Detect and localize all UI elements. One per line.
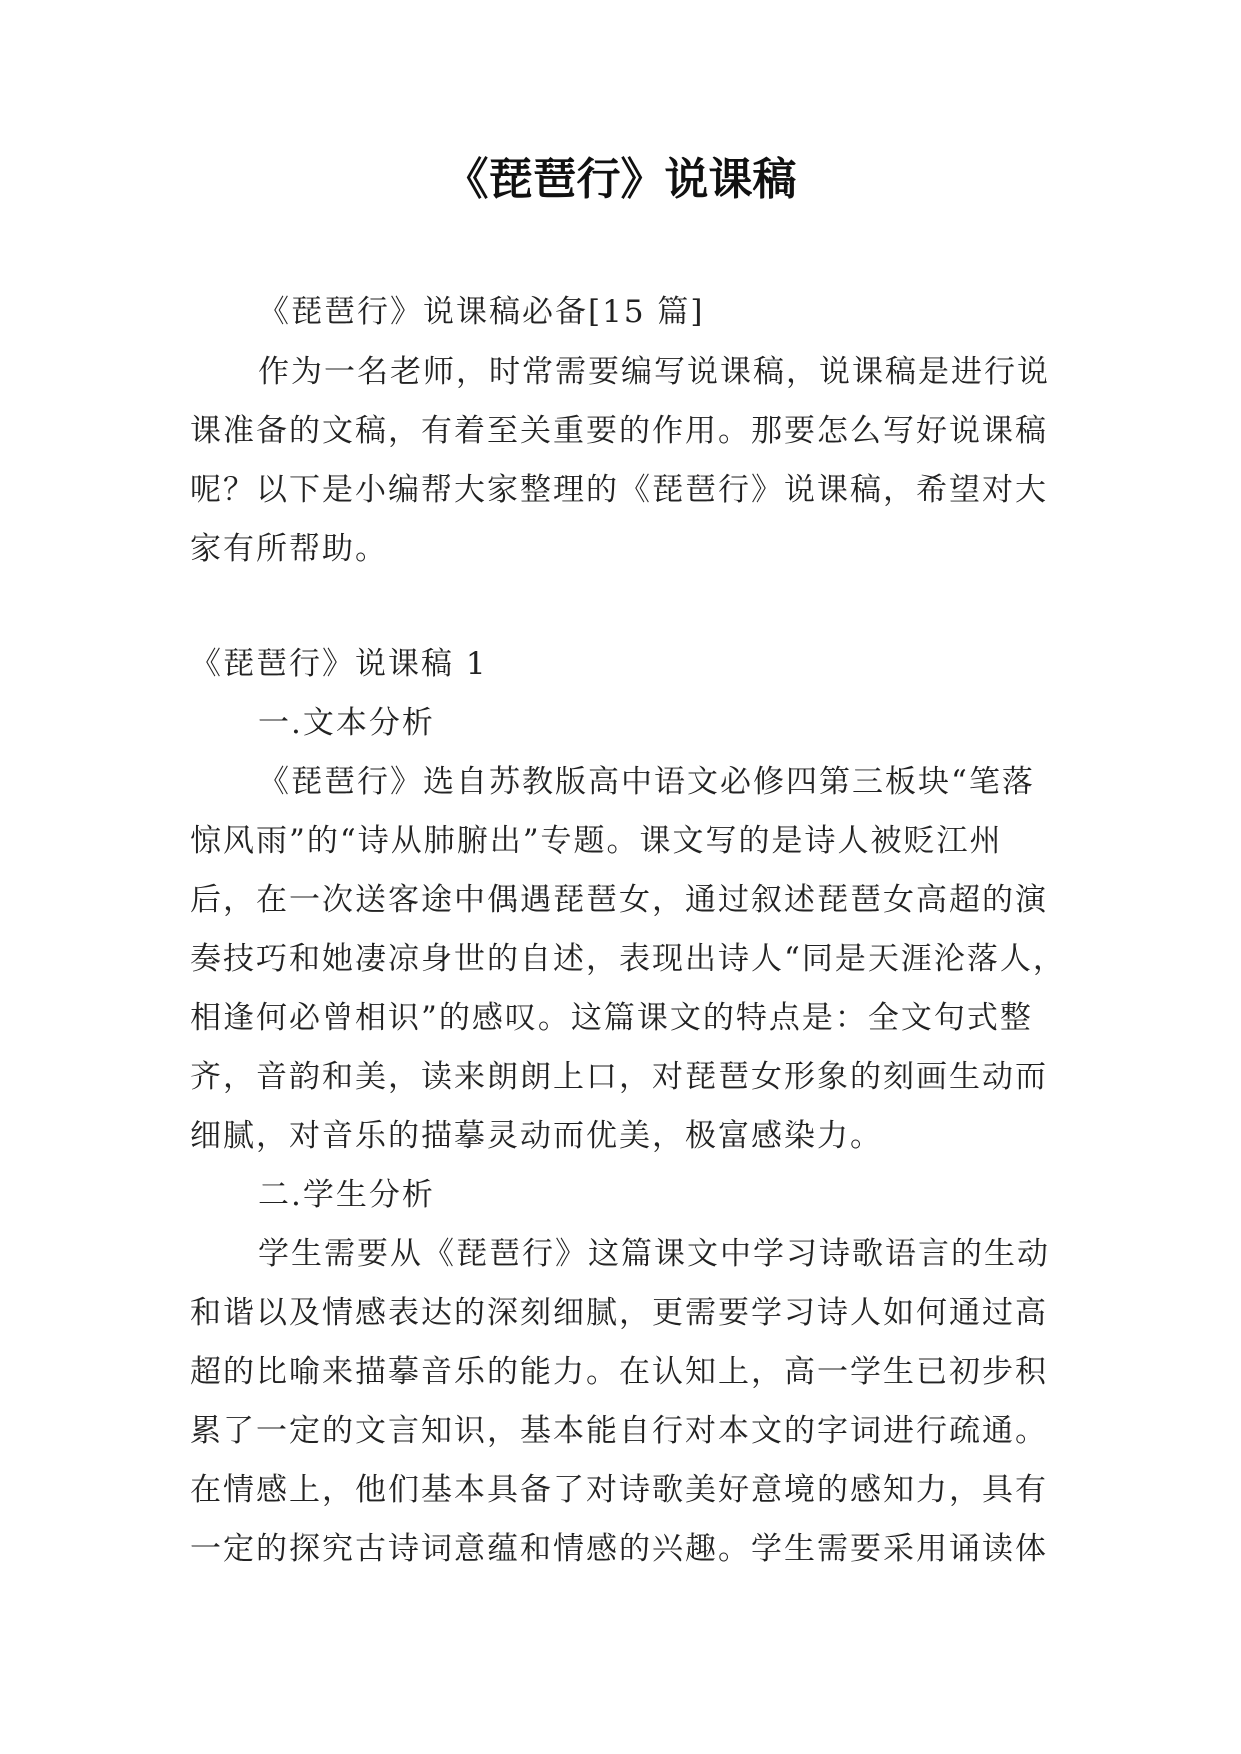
paragraph-line: 学生需要从《琵琶行》这篇课文中学习诗歌语言的生动 xyxy=(258,1236,1050,1272)
paragraph-line: 累了一定的文言知识，基本能自行对本文的字词进行疏通。 xyxy=(190,1413,1048,1449)
paragraph-line: 奏技巧和她凄凉身世的自述，表现出诗人“同是天涯沦落人， xyxy=(190,941,1066,977)
paragraph-line: 齐，音韵和美，读来朗朗上口，对琵琶女形象的刻画生动而 xyxy=(190,1059,1048,1095)
intro-line: 呢？以下是小编帮大家整理的《琵琶行》说课稿，希望对大 xyxy=(190,472,1048,508)
document-subtitle: 《琵琶行》说课稿必备[15 篇] xyxy=(258,294,705,330)
paragraph-line: 和谐以及情感表达的深刻细腻，更需要学习诗人如何通过高 xyxy=(190,1295,1048,1331)
paragraph-line: 后，在一次送客途中偶遇琵琶女，通过叙述琵琶女高超的演 xyxy=(190,882,1048,918)
paragraph-line: 超的比喻来描摹音乐的能力。在认知上，高一学生已初步积 xyxy=(190,1354,1048,1390)
paragraph-line: 相逢何必曾相识”的感叹。这篇课文的特点是：全文句式整 xyxy=(190,1000,1033,1036)
intro-line: 家有所帮助。 xyxy=(190,531,388,567)
paragraph-line: 在情感上，他们基本具备了对诗歌美好意境的感知力，具有 xyxy=(190,1472,1048,1508)
page-title: 《琵琶行》说课稿 xyxy=(444,154,797,205)
paragraph-line: 惊风雨”的“诗从肺腑出”专题。课文写的是诗人被贬江州 xyxy=(190,823,1003,859)
paragraph-line: 《琵琶行》选自苏教版高中语文必修四第三板块“笔落 xyxy=(258,764,1035,800)
intro-line: 作为一名老师，时常需要编写说课稿，说课稿是进行说 xyxy=(258,354,1050,390)
section-heading: 一.文本分析 xyxy=(258,705,435,741)
section-title: 《琵琶行》说课稿 1 xyxy=(190,646,488,682)
section-heading: 二.学生分析 xyxy=(258,1177,435,1213)
intro-line: 课准备的文稿，有着至关重要的作用。那要怎么写好说课稿 xyxy=(190,413,1048,449)
paragraph-line: 一定的探究古诗词意蕴和情感的兴趣。学生需要采用诵读体 xyxy=(190,1531,1048,1567)
paragraph-line: 细腻，对音乐的描摹灵动而优美，极富感染力。 xyxy=(190,1118,883,1154)
